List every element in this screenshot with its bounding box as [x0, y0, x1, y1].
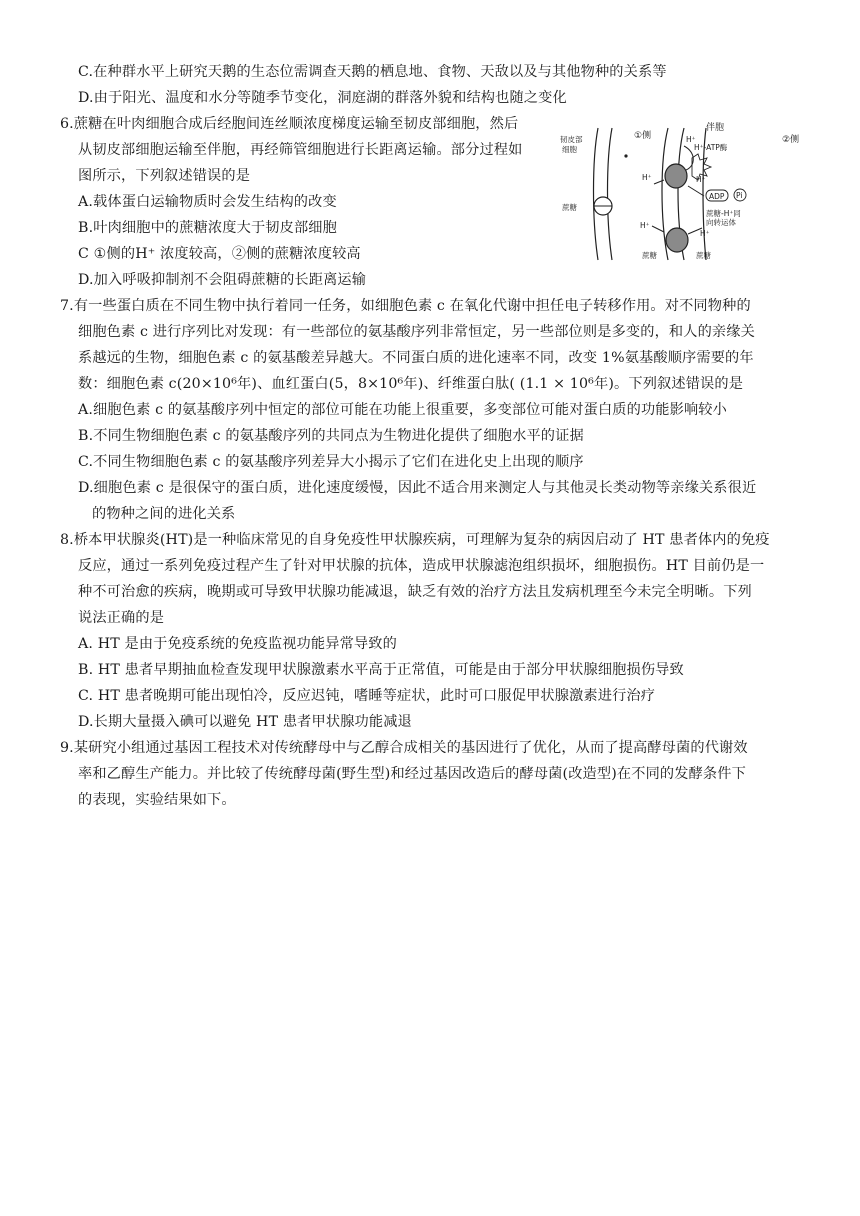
dot-mark: [624, 154, 627, 157]
q8-stem-line-1: 8.桥本甲状腺炎(HT)是一种临床常见的自身免疫性甲状腺疾病，可理解为复杂的病因启动了 HT 患者体内的免疫: [60, 532, 770, 548]
sucrose-h-cotransporter: [666, 228, 688, 252]
label-h-right-top: H⁺: [696, 175, 706, 184]
q9-stem-line-2: 率和乙醇生产能力。并比较了传统酵母菌(野生型)和经过基因改造后的酵母菌(改造型)在不同的发酵条件下: [78, 766, 746, 782]
sucrose-transport-diagram: [556, 120, 826, 262]
label-sucrose-bottom-right: 蔗糖: [696, 251, 711, 260]
arrow-adp: [688, 186, 704, 196]
q9-stem-line-3: 的表现，实验结果如下。: [78, 792, 236, 808]
q7-option-c: C.不同生物细胞色素 c 的氨基酸序列差异大小揭示了它们在进化史上出现的顺序: [78, 454, 584, 470]
q6-option-d: D.加入呼吸抑制剂不会阻碍蔗糖的长距离运输: [78, 272, 367, 288]
label-phloem-2: 细胞: [562, 145, 577, 154]
label-cotransporter-1: 蔗糖-H⁺同: [706, 209, 741, 218]
q6-stem-line-2: 从韧皮部细胞运输至伴胞，再经筛管细胞进行长距离运输。部分过程如: [78, 142, 523, 158]
label-h-top: H⁺: [686, 135, 696, 144]
q6-stem-line-1: 6.蔗糖在叶肉细胞合成后经胞间连丝顺浓度梯度运输至韧皮部细胞，然后: [60, 116, 519, 132]
label-h-mid-right: H⁺: [700, 229, 710, 238]
q8-stem-line-3: 种不可治愈的疾病，晚期或可导致甲状腺功能减退，缺乏有效的治疗方法且发病机理至今未完全明晰。下列: [78, 584, 752, 600]
label-h-mid-left: H⁺: [640, 221, 650, 230]
q8-option-b: B. HT 患者早期抽血检查发现甲状腺激素水平高于正常值，可能是由于部分甲状腺细胞损伤导致: [78, 662, 684, 678]
h-atpase-protein: [665, 164, 687, 188]
label-sucrose-left: 蔗糖: [562, 203, 577, 212]
q7-option-a: A.细胞色素 c 的氨基酸序列中恒定的部位可能在功能上很重要，多变部位可能对蛋白质的功能影响较小: [78, 402, 727, 418]
arrow-h-in: [652, 226, 664, 232]
label-side-1: ①侧: [634, 131, 652, 141]
q7-stem-line-1: 7.有一些蛋白质在不同生物中执行着同一任务，如细胞色素 c 在氧化代谢中担任电子转移作用。对不同物种的: [60, 298, 751, 314]
label-adp: ADP: [709, 192, 725, 201]
label-h-left: H⁺: [642, 173, 652, 182]
q8-option-a: A. HT 是由于免疫系统的免疫监视功能异常导致的: [78, 636, 397, 652]
label-side-2: ②侧: [782, 135, 800, 145]
q6-option-a: A.载体蛋白运输物质时会发生结构的改变: [78, 194, 337, 210]
q8-option-c: C. HT 患者晚期可能出现怕冷，反应迟钝，嗜睡等症状，此时可口服促甲状腺激素进行治疗: [78, 688, 656, 704]
q8-stem-line-4: 说法正确的是: [78, 610, 165, 626]
q7-stem-line-2: 细胞色素 c 进行序列比对发现：有一些部位的氨基酸序列非常恒定，另一些部位则是多变的，和人的亲缘关: [78, 324, 755, 340]
q7-option-d-line-1: D.细胞色素 c 是很保守的蛋白质，进化速度缓慢，因此不适合用来测定人与其他灵长类动物等亲缘关系很近: [78, 480, 757, 496]
q6-option-b: B.叶肉细胞中的蔗糖浓度大于韧皮部细胞: [78, 220, 337, 236]
q7-option-d-line-2: 的物种之间的进化关系: [92, 506, 236, 522]
phloem-membrane-left: [594, 128, 599, 260]
q6-option-c: C ①侧的H⁺ 浓度较高，②侧的蔗糖浓度较高: [78, 246, 361, 262]
q7-option-b: B.不同生物细胞色素 c 的氨基酸序列的共同点为生物进化提供了细胞水平的证据: [78, 428, 584, 444]
q8-stem-line-2: 反应，通过一系列免疫过程产生了针对甲状腺的抗体，造成甲状腺滤泡组织损坏，细胞损伤。HT 目前仍是一: [78, 558, 765, 574]
q5-option-d: D.由于阳光、温度和水分等随季节变化，洞庭湖的群落外貌和结构也随之变化: [78, 90, 567, 106]
q8-option-d: D.长期大量摄入碘可以避免 HT 患者甲状腺功能减退: [78, 714, 412, 730]
q5-option-c: C.在种群水平上研究天鹅的生态位需调查天鹅的栖息地、食物、天敌以及与其他物种的关系等: [78, 64, 667, 80]
q6-stem-line-3: 图所示，下列叙述错误的是: [78, 168, 251, 184]
label-phloem-1: 韧皮部: [560, 135, 583, 144]
label-companion-cell: 伴胞: [706, 123, 725, 133]
label-h-atpase: H⁺-ATP酶: [694, 143, 728, 152]
q7-stem-line-3: 系越远的生物，细胞色素 c 的氨基酸差异越大。不同蛋白质的进化速率不同，改变 1%氨基酸顺序需要的年: [78, 350, 754, 366]
label-sucrose-bottom-left: 蔗糖: [642, 251, 657, 260]
q7-stem-line-4: 数：细胞色素 c(20×10⁶年)、血红蛋白(5，8×10⁶年)、纤维蛋白肽( (1.1 × 10⁶年)。下列叙述错误的是: [78, 376, 744, 392]
label-pi: Pi: [736, 191, 743, 200]
label-cotransporter-2: 向转运体: [706, 218, 736, 227]
q9-stem-line-1: 9.某研究小组通过基因工程技术对传统酵母中与乙醇合成相关的基因进行了优化，从而了提高酵母菌的代谢效: [60, 740, 748, 756]
phloem-membrane-right: [608, 128, 613, 260]
